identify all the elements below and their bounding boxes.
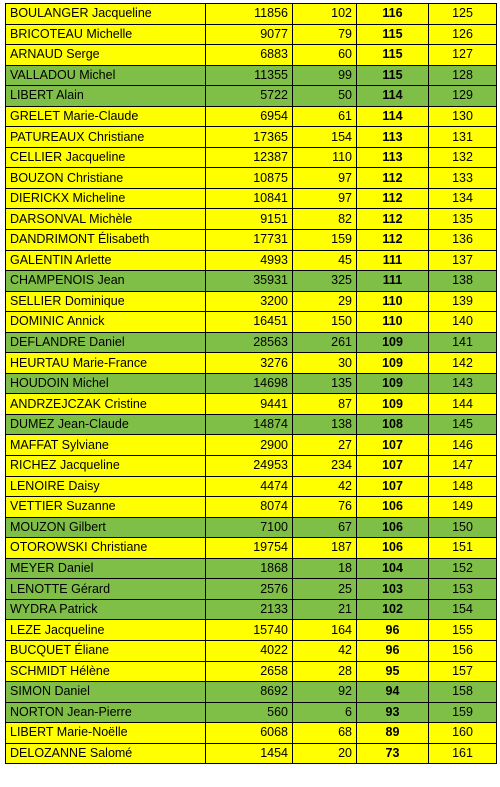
value-b-cell: 25	[293, 579, 357, 600]
name-cell: WYDRA Patrick	[6, 599, 206, 620]
rank-cell: 150	[429, 517, 497, 538]
value-a-cell: 10841	[206, 188, 293, 209]
score-cell: 110	[357, 291, 429, 312]
value-a-cell: 16451	[206, 312, 293, 333]
rank-cell: 145	[429, 414, 497, 435]
value-b-cell: 164	[293, 620, 357, 641]
value-a-cell: 560	[206, 702, 293, 723]
value-b-cell: 187	[293, 538, 357, 559]
score-cell: 89	[357, 723, 429, 744]
rank-cell: 146	[429, 435, 497, 456]
score-cell: 107	[357, 476, 429, 497]
score-cell: 115	[357, 24, 429, 45]
score-cell: 96	[357, 620, 429, 641]
name-cell: LENOTTE Gérard	[6, 579, 206, 600]
score-cell: 116	[357, 4, 429, 25]
table-row	[6, 86, 497, 107]
name-cell: DANDRIMONT Élisabeth	[6, 230, 206, 251]
value-a-cell: 8692	[206, 682, 293, 703]
name-cell: BOUZON Christiane	[6, 168, 206, 189]
score-cell: 109	[357, 394, 429, 415]
score-cell: 109	[357, 353, 429, 374]
table-row	[6, 168, 497, 189]
value-b-cell: 92	[293, 682, 357, 703]
value-a-cell: 2576	[206, 579, 293, 600]
value-b-cell: 27	[293, 435, 357, 456]
rank-cell: 130	[429, 106, 497, 127]
table-row	[6, 661, 497, 682]
name-cell: BUCQUET Éliane	[6, 640, 206, 661]
table-row	[6, 291, 497, 312]
value-b-cell: 68	[293, 723, 357, 744]
score-cell: 114	[357, 86, 429, 107]
score-cell: 112	[357, 188, 429, 209]
value-b-cell: 28	[293, 661, 357, 682]
rank-cell: 138	[429, 271, 497, 292]
name-cell: BOULANGER Jacqueline	[6, 4, 206, 25]
value-b-cell: 29	[293, 291, 357, 312]
table-row	[6, 332, 497, 353]
name-cell: VETTIER Suzanne	[6, 497, 206, 518]
name-cell: MEYER Daniel	[6, 558, 206, 579]
table-row	[6, 4, 497, 25]
table-row	[6, 558, 497, 579]
value-a-cell: 35931	[206, 271, 293, 292]
score-cell: 104	[357, 558, 429, 579]
value-b-cell: 154	[293, 127, 357, 148]
score-cell: 110	[357, 312, 429, 333]
score-cell: 111	[357, 250, 429, 271]
rank-cell: 134	[429, 188, 497, 209]
value-b-cell: 42	[293, 640, 357, 661]
score-cell: 106	[357, 517, 429, 538]
score-cell: 115	[357, 65, 429, 86]
name-cell: CELLIER Jacqueline	[6, 147, 206, 168]
name-cell: LENOIRE Daisy	[6, 476, 206, 497]
name-cell: SIMON Daniel	[6, 682, 206, 703]
value-a-cell: 6068	[206, 723, 293, 744]
name-cell: DUMEZ Jean-Claude	[6, 414, 206, 435]
name-cell: DIERICKX Micheline	[6, 188, 206, 209]
table-row	[6, 456, 497, 477]
score-cell: 107	[357, 435, 429, 456]
value-a-cell: 17365	[206, 127, 293, 148]
value-a-cell: 9151	[206, 209, 293, 230]
value-b-cell: 150	[293, 312, 357, 333]
value-b-cell: 138	[293, 414, 357, 435]
rank-cell: 128	[429, 65, 497, 86]
rank-cell: 126	[429, 24, 497, 45]
table-row	[6, 45, 497, 66]
table-row	[6, 723, 497, 744]
rank-cell: 136	[429, 230, 497, 251]
rank-cell: 133	[429, 168, 497, 189]
score-cell: 102	[357, 599, 429, 620]
value-a-cell: 24953	[206, 456, 293, 477]
name-cell: GRELET Marie-Claude	[6, 106, 206, 127]
score-cell: 109	[357, 332, 429, 353]
value-a-cell: 28563	[206, 332, 293, 353]
table-row	[6, 702, 497, 723]
name-cell: DELOZANNE Salomé	[6, 743, 206, 764]
name-cell: GALENTIN Arlette	[6, 250, 206, 271]
value-b-cell: 234	[293, 456, 357, 477]
value-b-cell: 97	[293, 188, 357, 209]
score-cell: 114	[357, 106, 429, 127]
name-cell: DEFLANDRE Daniel	[6, 332, 206, 353]
value-a-cell: 1454	[206, 743, 293, 764]
score-cell: 115	[357, 45, 429, 66]
value-b-cell: 325	[293, 271, 357, 292]
name-cell: MAFFAT Sylviane	[6, 435, 206, 456]
value-a-cell: 10875	[206, 168, 293, 189]
table-row	[6, 250, 497, 271]
score-cell: 108	[357, 414, 429, 435]
value-b-cell: 87	[293, 394, 357, 415]
value-b-cell: 79	[293, 24, 357, 45]
name-cell: LIBERT Alain	[6, 86, 206, 107]
table-row	[6, 353, 497, 374]
value-a-cell: 7100	[206, 517, 293, 538]
value-b-cell: 110	[293, 147, 357, 168]
rank-cell: 153	[429, 579, 497, 600]
table-row	[6, 147, 497, 168]
score-cell: 112	[357, 209, 429, 230]
value-b-cell: 99	[293, 65, 357, 86]
table-row	[6, 127, 497, 148]
table-row	[6, 373, 497, 394]
value-b-cell: 76	[293, 497, 357, 518]
rank-cell: 127	[429, 45, 497, 66]
ranking-table	[5, 3, 497, 764]
value-b-cell: 102	[293, 4, 357, 25]
rank-cell: 157	[429, 661, 497, 682]
value-b-cell: 97	[293, 168, 357, 189]
value-a-cell: 6883	[206, 45, 293, 66]
value-a-cell: 1868	[206, 558, 293, 579]
score-cell: 106	[357, 538, 429, 559]
name-cell: SELLIER Dominique	[6, 291, 206, 312]
value-a-cell: 14874	[206, 414, 293, 435]
value-a-cell: 8074	[206, 497, 293, 518]
table-row	[6, 682, 497, 703]
table-row	[6, 476, 497, 497]
name-cell: ANDRZEJCZAK Cristine	[6, 394, 206, 415]
name-cell: DARSONVAL Michèle	[6, 209, 206, 230]
value-a-cell: 4022	[206, 640, 293, 661]
table-row	[6, 435, 497, 456]
name-cell: SCHMIDT Hélène	[6, 661, 206, 682]
value-b-cell: 6	[293, 702, 357, 723]
name-cell: OTOROWSKI Christiane	[6, 538, 206, 559]
rank-cell: 132	[429, 147, 497, 168]
name-cell: HOUDOIN Michel	[6, 373, 206, 394]
rank-cell: 135	[429, 209, 497, 230]
table-row	[6, 599, 497, 620]
name-cell: ARNAUD Serge	[6, 45, 206, 66]
table-row	[6, 106, 497, 127]
score-cell: 95	[357, 661, 429, 682]
table-row	[6, 312, 497, 333]
value-b-cell: 61	[293, 106, 357, 127]
score-cell: 106	[357, 497, 429, 518]
rank-cell: 159	[429, 702, 497, 723]
rank-cell: 139	[429, 291, 497, 312]
table-row	[6, 640, 497, 661]
table-row	[6, 394, 497, 415]
value-a-cell: 17731	[206, 230, 293, 251]
table-row	[6, 743, 497, 764]
table-row	[6, 65, 497, 86]
table-row	[6, 271, 497, 292]
rank-cell: 154	[429, 599, 497, 620]
value-a-cell: 11856	[206, 4, 293, 25]
rank-cell: 140	[429, 312, 497, 333]
score-cell: 103	[357, 579, 429, 600]
value-b-cell: 50	[293, 86, 357, 107]
rank-cell: 141	[429, 332, 497, 353]
name-cell: BRICOTEAU Michelle	[6, 24, 206, 45]
value-b-cell: 159	[293, 230, 357, 251]
name-cell: HEURTAU Marie-France	[6, 353, 206, 374]
table-row	[6, 517, 497, 538]
name-cell: MOUZON Gilbert	[6, 517, 206, 538]
value-a-cell: 5722	[206, 86, 293, 107]
rank-cell: 143	[429, 373, 497, 394]
rank-cell: 148	[429, 476, 497, 497]
value-b-cell: 135	[293, 373, 357, 394]
table-row	[6, 414, 497, 435]
name-cell: LEZE Jacqueline	[6, 620, 206, 641]
value-a-cell: 14698	[206, 373, 293, 394]
value-a-cell: 2133	[206, 599, 293, 620]
name-cell: PATUREAUX Christiane	[6, 127, 206, 148]
rank-cell: 144	[429, 394, 497, 415]
value-a-cell: 12387	[206, 147, 293, 168]
table-row	[6, 24, 497, 45]
score-cell: 112	[357, 230, 429, 251]
rank-cell: 131	[429, 127, 497, 148]
name-cell: CHAMPENOIS Jean	[6, 271, 206, 292]
rank-cell: 160	[429, 723, 497, 744]
name-cell: RICHEZ Jacqueline	[6, 456, 206, 477]
value-b-cell: 21	[293, 599, 357, 620]
value-b-cell: 30	[293, 353, 357, 374]
rank-cell: 156	[429, 640, 497, 661]
score-cell: 94	[357, 682, 429, 703]
rank-cell: 129	[429, 86, 497, 107]
rank-cell: 125	[429, 4, 497, 25]
value-a-cell: 11355	[206, 65, 293, 86]
score-cell: 109	[357, 373, 429, 394]
score-cell: 93	[357, 702, 429, 723]
value-b-cell: 42	[293, 476, 357, 497]
value-a-cell: 6954	[206, 106, 293, 127]
score-cell: 111	[357, 271, 429, 292]
value-b-cell: 67	[293, 517, 357, 538]
rank-cell: 137	[429, 250, 497, 271]
table-row	[6, 620, 497, 641]
value-a-cell: 4993	[206, 250, 293, 271]
table-row	[6, 579, 497, 600]
value-a-cell: 3276	[206, 353, 293, 374]
value-b-cell: 18	[293, 558, 357, 579]
rank-cell: 152	[429, 558, 497, 579]
score-cell: 113	[357, 127, 429, 148]
value-a-cell: 15740	[206, 620, 293, 641]
table-row	[6, 188, 497, 209]
value-b-cell: 60	[293, 45, 357, 66]
score-cell: 107	[357, 456, 429, 477]
name-cell: VALLADOU Michel	[6, 65, 206, 86]
rank-cell: 155	[429, 620, 497, 641]
rank-cell: 142	[429, 353, 497, 374]
name-cell: DOMINIC Annick	[6, 312, 206, 333]
score-cell: 96	[357, 640, 429, 661]
table-row	[6, 230, 497, 251]
table-row	[6, 497, 497, 518]
value-a-cell: 4474	[206, 476, 293, 497]
value-a-cell: 19754	[206, 538, 293, 559]
rank-cell: 151	[429, 538, 497, 559]
table-row	[6, 538, 497, 559]
table-row	[6, 209, 497, 230]
value-a-cell: 2900	[206, 435, 293, 456]
score-cell: 112	[357, 168, 429, 189]
value-a-cell: 3200	[206, 291, 293, 312]
rank-cell: 149	[429, 497, 497, 518]
value-a-cell: 9441	[206, 394, 293, 415]
value-b-cell: 261	[293, 332, 357, 353]
value-b-cell: 45	[293, 250, 357, 271]
score-cell: 73	[357, 743, 429, 764]
value-a-cell: 9077	[206, 24, 293, 45]
name-cell: NORTON Jean-Pierre	[6, 702, 206, 723]
value-a-cell: 2658	[206, 661, 293, 682]
score-cell: 113	[357, 147, 429, 168]
value-b-cell: 82	[293, 209, 357, 230]
rank-cell: 147	[429, 456, 497, 477]
name-cell: LIBERT Marie-Noëlle	[6, 723, 206, 744]
rank-cell: 161	[429, 743, 497, 764]
rank-cell: 158	[429, 682, 497, 703]
value-b-cell: 20	[293, 743, 357, 764]
